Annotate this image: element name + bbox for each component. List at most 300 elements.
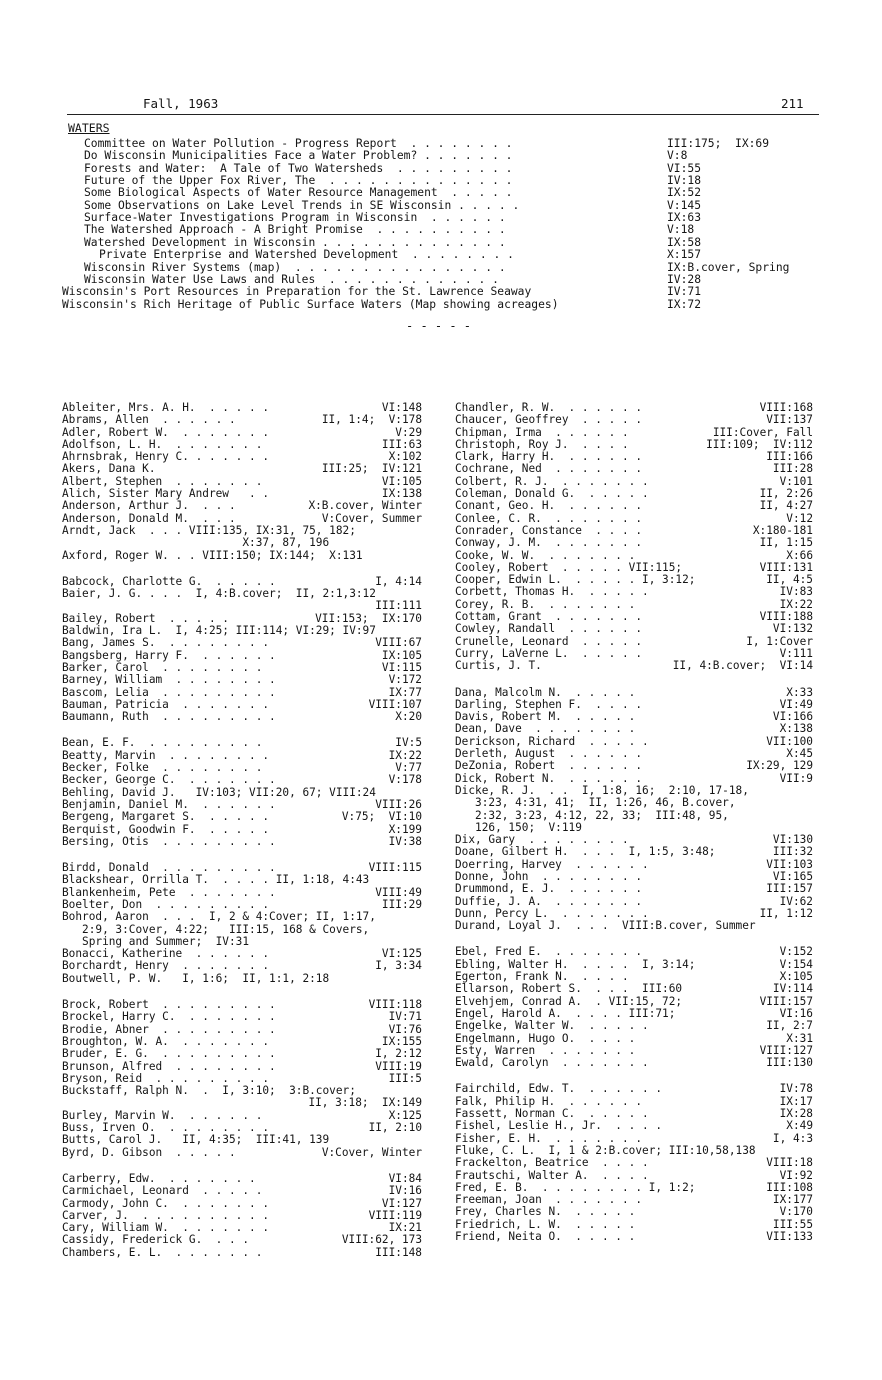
index-entry-name: Alich, Sister Mary Andrew . . [62, 487, 270, 501]
index-entry-reference: V:75; VI:10 [341, 810, 422, 824]
index-entry-name: Chaucer, Geoffrey . . . . . [455, 413, 643, 427]
index-entry-reference: II, 1:12 [759, 906, 813, 920]
index-entry-reference: II, 4:B.cover; VI:14 [672, 659, 813, 673]
index-entry-name: Elvehjem, Conrad A. . VII:15, 72; [455, 994, 683, 1008]
index-entry-name: Brunson, Alfred . . . . . . . . [62, 1059, 276, 1073]
index-entry-reference: IX:155 [381, 1034, 422, 1048]
index-entry-name: Birdd, Donald . . . . . . . . . [62, 861, 276, 875]
index-entry-reference: VIII:107 [368, 697, 422, 711]
index-entry-name: Byrd, D. Gibson . . . . . [62, 1145, 236, 1159]
index-column-left [62, 402, 422, 1259]
waters-entry-reference: III:175; IX:69 [667, 137, 770, 150]
index-entry-name: Bonacci, Katherine . . . . . . [62, 947, 270, 961]
index-entry-reference: V:178 [388, 773, 422, 787]
index-entry-name: DeZonia, Robert . . . . . . [455, 759, 643, 773]
index-entry-name: 126, 150; V:119 [455, 820, 582, 834]
index-entry-reference: V:29 [395, 425, 422, 439]
index-entry-name: Adolfson, L. H. . . . . . . . [62, 437, 263, 451]
index-entry [62, 463, 422, 475]
index-entry-reference: X:66 [786, 548, 813, 562]
index-entry-name: Dix, Gary . . . . . . . . [455, 833, 629, 847]
header-rule [67, 114, 819, 115]
index-entry-reference: III:5 [388, 1071, 422, 1085]
waters-entry [0, 150, 882, 162]
index-entry-reference: III:32 [772, 845, 813, 859]
index-entry-reference: VII:137 [766, 413, 813, 427]
index-entry-name: Becker, Folke . . . . . . . . [62, 761, 263, 775]
index-entry-name: Ebel, Fred E. . . . . . . . [455, 945, 643, 959]
index-entry [62, 774, 422, 786]
page-number: 211 [781, 96, 804, 111]
index-entry-name: Conlee, C. R. . . . . . . . [455, 511, 643, 525]
index-entry-reference: VI:115 [381, 660, 422, 674]
index-entry [455, 846, 813, 858]
index-entry-name: Bauman, Patricia . . . . . . . [62, 697, 270, 711]
index-entry [62, 687, 422, 699]
index-entry-name: Fred, E. B. . . . . . . . . I, 1:2; [455, 1180, 696, 1194]
waters-entry-title: Future of the Upper Fox River, The . . . . . . . . . . . . . . [84, 174, 513, 188]
index-entry [455, 1120, 813, 1132]
index-entry-reference: VI:125 [381, 947, 422, 961]
index-entry-name: Bryson, Reid . . . . . . . . . [62, 1071, 270, 1085]
index-entry-name: Fluke, C. L. I, 1 & 2:B.cover; III:10,58,138 [455, 1143, 756, 1157]
index-entry-name: Bean, E. F. . . . . . . . . . [62, 736, 263, 750]
index-entry [62, 550, 422, 562]
index-entry-name: Beatty, Marvin . . . . . . . . [62, 748, 270, 762]
index-entry-reference: III:109; IV:112 [706, 437, 813, 451]
waters-entry-title: Committee on Water Pollution - Progress Report . . . . . . . . [84, 137, 513, 150]
index-entry [62, 637, 422, 649]
index-entry [62, 737, 422, 749]
index-entry-reference: VI:76 [388, 1022, 422, 1036]
index-entry-name: Fishel, Leslie H., Jr. . . . . [455, 1119, 663, 1133]
index-entry-name: Frautschi, Walter A. . . . . [455, 1168, 649, 1182]
index-entry-reference: IX:22 [779, 597, 813, 611]
index-entry-reference: II, 4:5 [766, 573, 813, 587]
index-entry-name: Bangsberg, Harry F. . . . . . . [62, 648, 276, 662]
index-entry [455, 500, 813, 512]
index-entry [62, 711, 422, 723]
index-entry-name: Donne, John . . . . . . . . [455, 869, 643, 883]
index-entry-reference: II, 2:10 [368, 1121, 422, 1135]
index-entry [62, 500, 422, 512]
index-entry-reference: V:154 [779, 957, 813, 971]
index-entry [455, 687, 813, 699]
index-entry [455, 660, 813, 672]
index-entry-name: Friend, Neita O. . . . . . [455, 1230, 636, 1243]
index-entry-reference: VIII:62, 173 [341, 1233, 422, 1247]
index-entry-name: Bruder, E. G. . . . . . . . . . [62, 1047, 276, 1061]
waters-entry [0, 187, 882, 199]
index-entry-name: Anderson, Arthur J. . . . [62, 499, 236, 513]
index-entry-reference: III:130 [766, 1056, 813, 1070]
index-entry-reference: III:29 [381, 897, 422, 911]
waters-entry-reference: IV:18 [667, 174, 702, 188]
index-entry [455, 760, 813, 772]
index-entry-reference: VI:49 [779, 697, 813, 711]
index-entry-reference: III:63 [381, 437, 422, 451]
index-entry [455, 723, 813, 735]
waters-entry-reference: V:145 [667, 198, 702, 212]
index-entry-name: Axford, Roger W. . . VIII:150; IX:144; X:131 [62, 548, 363, 562]
index-entry-reference: IV:78 [779, 1082, 813, 1096]
index-entry-name: Blackshear, Orrilla T. . . . . II, 1:18, 4:43 [62, 873, 370, 887]
index-entry-reference: VIII:67 [375, 636, 422, 650]
index-entry-reference: I, 1:Cover [746, 634, 813, 648]
index-entry-reference: IV:62 [779, 894, 813, 908]
index-entry-reference: III:55 [772, 1217, 813, 1231]
index-entry-reference: VI:166 [772, 710, 813, 724]
index-entry-reference: V:77 [395, 761, 422, 775]
index-entry-reference: IV:114 [772, 982, 813, 996]
index-entry-reference: V:152 [779, 945, 813, 959]
index-entry-reference: V:172 [388, 673, 422, 687]
index-entry-name: Coleman, Donald G. . . . . . [455, 487, 649, 501]
index-entry-name: Dicke, R. J. . . I, 1:8, 16; 2:10, 17-18, [455, 783, 749, 797]
index-entry-name: Drummond, E. J. . . . . . . [455, 882, 643, 896]
index-entry-name: Falk, Philip H. . . . . . . [455, 1094, 643, 1108]
index-entry-name: Ewald, Carolyn . . . . . . . [455, 1056, 649, 1070]
index-entry-name: Ableiter, Mrs. A. H. . . . . . [62, 401, 270, 414]
index-entry-name: Bergeng, Margaret S. . . . . . [62, 810, 270, 824]
index-column-right [455, 402, 813, 1243]
waters-entry [0, 262, 882, 274]
section-separator: - - - - - [406, 319, 472, 333]
index-entry-reference: IV:16 [388, 1184, 422, 1198]
index-entry-name: Bersing, Otis . . . . . . . . . [62, 834, 276, 848]
index-entry-reference: IX:17 [779, 1094, 813, 1108]
index-entry-reference: III:28 [772, 462, 813, 476]
index-entry-reference: II, 1:4; V:178 [321, 413, 422, 427]
index-entry-name: Fairchild, Edw. T. . . . . . . [455, 1082, 663, 1096]
index-entry-reference: VI:132 [772, 622, 813, 636]
index-entry-name: Behling, David J. IV:103; VII:20, 67; VIII:24 [62, 785, 376, 799]
index-entry-reference: IX:28 [779, 1107, 813, 1121]
index-entry-name: Brock, Robert . . . . . . . . . [62, 998, 276, 1012]
index-entry-name: Conrader, Constance . . . . [455, 523, 643, 537]
index-entry-reference: II, 3:18; IX:149 [308, 1096, 422, 1110]
index-entry-reference: X:102 [388, 450, 422, 464]
index-entry [455, 1157, 813, 1169]
waters-entry-title: Forests and Water: A Tale of Two Watersheds . . . . . . . . . [84, 161, 513, 175]
index-entry [62, 1048, 422, 1060]
waters-entry-reference: IX:72 [667, 297, 702, 311]
index-entry-name: Broughton, W. A. . . . . . . . [62, 1034, 270, 1048]
index-entry-name: Friedrich, L. W. . . . . . [455, 1217, 636, 1231]
index-entry-name: Conant, Geo. H. . . . . . . [455, 499, 643, 513]
index-entry-name: 2:9, 3:Cover, 4:22; III:15, 168 & Covers, [62, 922, 370, 936]
index-entry-name: Babcock, Charlotte G. . . . . . [62, 574, 276, 588]
index-entry-reference: VIII:119 [368, 1208, 422, 1222]
index-entry-name: Frey, Charles N. . . . . . [455, 1205, 636, 1219]
index-entry-reference: VIII:26 [375, 797, 422, 811]
index-entry-reference: IV:71 [388, 1010, 422, 1024]
index-entry [62, 874, 422, 886]
index-entry-reference: IX:29, 129 [746, 759, 813, 773]
index-entry-reference: I, 4:3 [772, 1131, 813, 1145]
index-entry-reference: II, 2:26 [759, 487, 813, 501]
waters-entry-reference: VI:55 [667, 161, 702, 175]
waters-entry [0, 224, 882, 236]
index-entry-name: Carberry, Edw. . . . . . . . [62, 1171, 256, 1185]
index-entry-name: Cooley, Robert . . . . . VII:115; [455, 560, 683, 574]
index-entry [455, 797, 813, 809]
index-entry [455, 586, 813, 598]
index-entry-name: Curry, LaVerne L. . . . . . [455, 646, 643, 660]
index-entry-name: Cooper, Edwin L. . . . . . I, 3:12; [455, 573, 696, 587]
index-entry-name: Ebling, Walter H. . . . . I, 3:14; [455, 957, 696, 971]
index-entry-reference: VI:127 [381, 1196, 422, 1210]
index-entry-reference: VII:103 [766, 857, 813, 871]
index-entry [62, 836, 422, 848]
index-entry-name: Doerring, Harvey . . . . . . [455, 857, 649, 871]
index-entry-name: Christoph, Roy J. . . . . [455, 437, 629, 451]
index-entry-reference: IX:177 [772, 1193, 813, 1207]
index-entry-name: Boutwell, P. W. I, 1:6; II, 1:1, 2:18 [62, 971, 330, 985]
index-entry-reference: VII:100 [766, 734, 813, 748]
index-entry-name: Buss, Irven O. . . . . . . . . [62, 1121, 270, 1135]
index-entry [62, 674, 422, 686]
index-entry-name: 3:23, 4:31, 41; II, 1:26, 46, B.cover, [455, 796, 736, 810]
index-entry-reference: III:157 [766, 882, 813, 896]
index-entry-name: Ahrnsbrak, Henry C. . . . . . . [62, 450, 270, 464]
index-entry-reference: IV:83 [779, 585, 813, 599]
index-entry-name: Arndt, Jack . . . VIII:135, IX:31, 75, 182; [62, 523, 356, 537]
index-entry-reference: VII:9 [779, 771, 813, 785]
index-entry-reference: II, 4:27 [759, 499, 813, 513]
waters-entry-title: Wisconsin Water Use Laws and Rules . . . . . . . . . . . . . [84, 272, 499, 286]
index-entry-reference: X:B.cover, Winter [308, 499, 422, 513]
index-entry-name: Crunelle, Leonard . . . . . [455, 634, 643, 648]
index-entry-name: Cassidy, Frederick G. . . . [62, 1233, 250, 1247]
index-entry-reference: VIII:118 [368, 998, 422, 1012]
index-entry [62, 1061, 422, 1073]
index-entry [62, 1147, 422, 1159]
index-entry-reference: IV:38 [388, 834, 422, 848]
index-entry-reference: IX:21 [388, 1221, 422, 1235]
index-entry [455, 1020, 813, 1032]
index-entry-reference: X:49 [786, 1119, 813, 1133]
index-entry [62, 588, 422, 600]
index-entry-name: Freeman, Joan . . . . . . . [455, 1193, 643, 1207]
index-entry-reference: VIII:157 [759, 994, 813, 1008]
index-entry-name: Engelke, Walter W. . . . . . [455, 1019, 649, 1033]
index-entry-reference: VIII:115 [368, 861, 422, 875]
index-entry-name: Fassett, Norman C. . . . . . [455, 1107, 649, 1121]
index-entry-name: Davis, Robert M. . . . . . [455, 710, 636, 724]
index-entry [62, 1185, 422, 1197]
index-entry-reference: X:138 [779, 722, 813, 736]
index-entry-name: Conway, J. M. . . . . . . . [455, 536, 643, 550]
waters-section-title: WATERS [68, 121, 110, 135]
index-entry-reference: V:111 [779, 646, 813, 660]
index-entry [62, 911, 422, 923]
index-entry-reference: X:20 [395, 710, 422, 724]
index-entry-name: Anderson, Donald M. . . . [62, 511, 236, 525]
index-entry-name: Curtis, J. T. [455, 659, 542, 673]
index-entry-name: Boelter, Don . . . . . . . . . [62, 897, 270, 911]
index-entry [62, 1234, 422, 1246]
index-entry-name: Spring and Summer; IV:31 [62, 934, 250, 948]
index-entry-name: Durand, Loyal J. . . . VIII:B.cover, Summer [455, 919, 756, 933]
index-entry-reference: VIII:168 [759, 401, 813, 414]
index-entry-name: Bohrod, Aaron . . . I, 2 & 4:Cover; II, 1:17, [62, 910, 376, 924]
index-entry-name: Frackelton, Beatrice . . . . [455, 1156, 649, 1170]
index-entry-name: Chipman, Irma . . . . . . [455, 425, 629, 439]
index-entry-name: Burley, Marvin W. . . . . . . [62, 1108, 263, 1122]
index-entry-name: Derickson, Richard . . . . . [455, 734, 649, 748]
index-entry-reference: I, 4:14 [375, 574, 422, 588]
index-entry-name: Fisher, E. H. . . . . . . . [455, 1131, 643, 1145]
index-entry [455, 1206, 813, 1218]
waters-entry-title: Watershed Development in Wisconsin . . . . . . . . . . . . . . [84, 235, 506, 249]
waters-entry-title: Wisconsin's Rich Heritage of Public Surface Waters (Map showing acreages) [62, 297, 559, 311]
index-entry-reference: V:Cover, Summer [321, 511, 422, 525]
waters-entry-reference: V:18 [667, 223, 695, 237]
index-entry-reference: X:31 [786, 1031, 813, 1045]
index-entry-reference: IX:22 [388, 748, 422, 762]
index-entry-name: Cowley, Randall . . . . . . [455, 622, 643, 636]
index-entry-name: Cottam, Grant . . . . . . . [455, 610, 643, 624]
index-entry-reference: V:170 [779, 1205, 813, 1219]
index-entry [62, 973, 422, 985]
index-entry-name: Borchardt, Henry . . . . . . . [62, 959, 270, 973]
index-entry-name: Bascom, Lelia . . . . . . . . . [62, 685, 276, 699]
index-entry-reference: X:180-181 [752, 523, 813, 537]
index-entry-name: Egerton, Frank N. . . . . [455, 970, 629, 984]
index-entry-reference: IV:5 [395, 736, 422, 750]
index-entry-reference: V:Cover, Winter [321, 1145, 422, 1159]
index-entry-name: Esty, Warren . . . . . . . [455, 1043, 636, 1057]
index-entry [455, 537, 813, 549]
index-entry-name: Bailey, Robert . . . . . [62, 611, 229, 625]
index-entry-reference: VIII:131 [759, 560, 813, 574]
index-entry-name: Carver, J. . . . . . . . . . . [62, 1208, 270, 1222]
index-entry [455, 1083, 813, 1095]
index-entry [62, 1097, 422, 1109]
waters-entry-reference: IV:28 [667, 272, 702, 286]
index-entry-reference: VI:165 [772, 869, 813, 883]
index-entry-name: Benjamin, Daniel M. . . . . . . [62, 797, 276, 811]
index-entry-reference: I, 3:34 [375, 959, 422, 973]
index-entry [455, 810, 813, 822]
waters-entry-title: The Watershed Approach - A Bright Promise . . . . . . . . . . [84, 223, 506, 237]
index-entry-name: Barker, Carol . . . . . . . . [62, 660, 263, 674]
waters-entry-title: Wisconsin River Systems (map) . . . . . . . . . . . . . . . . [84, 260, 506, 274]
index-entry [62, 414, 422, 426]
index-entry-name: Carmichael, Leonard . . . . . [62, 1184, 263, 1198]
index-entry-name: Dunn, Percy L. . . . . . . . [455, 906, 649, 920]
index-entry-name: Blankenheim, Pete . . . . . . . [62, 885, 276, 899]
index-entry [62, 960, 422, 972]
index-entry-reference: VI:92 [779, 1168, 813, 1182]
index-entry [62, 811, 422, 823]
index-entry-reference: II, 1:15 [759, 536, 813, 550]
waters-entry [0, 299, 882, 311]
index-entry-reference: III:25; IV:121 [321, 462, 422, 476]
index-entry-name: Baumann, Ruth . . . . . . . . . [62, 710, 276, 724]
index-entry-name: Chandler, R. W. . . . . . . [455, 401, 643, 414]
index-entry-reference: X:199 [388, 822, 422, 836]
waters-entry-title: Do Wisconsin Municipalities Face a Water Problem? . . . . . . . [84, 149, 513, 163]
index-entry-name: X:37, 87, 196 [62, 536, 330, 550]
index-entry-reference: III:111 [375, 599, 422, 613]
index-entry-name: Adler, Robert W. . . . . . . . [62, 425, 270, 439]
index-entry [455, 883, 813, 895]
waters-entry-title: Surface-Water Investigations Program in Wisconsin . . . . . . [84, 211, 506, 225]
waters-entry-reference: IX:52 [667, 186, 702, 200]
index-entry-name: Corey, R. B. . . . . . . . [455, 597, 636, 611]
index-entry-reference: VIII:49 [375, 885, 422, 899]
waters-entry-reference: IX:63 [667, 211, 702, 225]
index-entry-name: Carmody, John C. . . . . . . . [62, 1196, 270, 1210]
index-entry [62, 1011, 422, 1023]
index-entry-reference: VII:133 [766, 1230, 813, 1243]
index-entry-name: Becker, George C. . . . . . . . [62, 773, 276, 787]
index-entry-name: Berquist, Goodwin F. . . . . . [62, 822, 270, 836]
index-entry-reference: III:148 [375, 1245, 422, 1259]
index-entry-name: Butts, Carol J. II, 4:35; III:41, 139 [62, 1133, 330, 1147]
index-entry [455, 920, 813, 932]
index-entry-name: Duffie, J. A. . . . . . . . [455, 894, 643, 908]
index-entry [455, 1033, 813, 1045]
index-entry-name: Derleth, August . . . . . . [455, 747, 643, 761]
index-entry-reference: V:12 [786, 511, 813, 525]
index-entry-name: Brodie, Abner . . . . . . . . . [62, 1022, 276, 1036]
index-entry [455, 463, 813, 475]
index-entry-name: Cochrane, Ned . . . . . . . [455, 462, 643, 476]
index-entry [62, 600, 422, 612]
index-entry-name: Engelmann, Hugo O. . . . . [455, 1031, 636, 1045]
index-entry-name: Dana, Malcolm N. . . . . . [455, 685, 636, 699]
index-entry-name: Baier, J. G. . . . I, 4:B.cover; II, 2:1,3:12 [62, 587, 376, 601]
index-entry-name: Ellarson, Robert S. . . . III:60 [455, 982, 683, 996]
index-entry-name: Colbert, R. J. . . . . . . . [455, 474, 649, 488]
index-entry [455, 946, 813, 958]
index-entry [455, 983, 813, 995]
index-entry [62, 537, 422, 549]
index-entry-reference: VIII:18 [766, 1156, 813, 1170]
index-entry-name: Doane, Gilbert H. . . . I, 1:5, 3:48; [455, 845, 716, 859]
index-entry-name: Darling, Stephen F. . . . . [455, 697, 643, 711]
waters-entry [0, 286, 882, 298]
waters-entry-reference: IX:58 [667, 235, 702, 249]
waters-entry-reference: X:157 [667, 248, 702, 262]
index-entry-reference: VI:130 [772, 833, 813, 847]
index-entry [455, 550, 813, 562]
index-entry [62, 1247, 422, 1259]
index-entry [62, 1198, 422, 1210]
index-entry [455, 1170, 813, 1182]
index-entry [455, 1231, 813, 1243]
index-entry-reference: X:105 [779, 970, 813, 984]
index-entry [455, 414, 813, 426]
index-entry [455, 1057, 813, 1069]
index-entry-name: Barney, William . . . . . . . . [62, 673, 276, 687]
index-entry-reference: III:166 [766, 450, 813, 464]
index-entry-name: Abrams, Allen . . . . . . [62, 413, 236, 427]
index-entry-name: Dean, Dave . . . . . . . . [455, 722, 636, 736]
index-entry-name: Buckstaff, Ralph N. . I, 3:10; 3:B.cover; [62, 1084, 356, 1098]
index-entry-name: Chambers, E. L. . . . . . . . [62, 1245, 263, 1259]
index-entry-reference: X:45 [786, 747, 813, 761]
index-entry [455, 623, 813, 635]
index-entry-name: Cary, William W. . . . . . . . [62, 1221, 270, 1235]
index-entry-reference: VI:16 [779, 1006, 813, 1020]
index-entry-reference: IX:77 [388, 685, 422, 699]
index-entry-name: Brockel, Harry C. . . . . . . . [62, 1010, 276, 1024]
index-entry-name: Dick, Robert N. . . . . . . [455, 771, 643, 785]
